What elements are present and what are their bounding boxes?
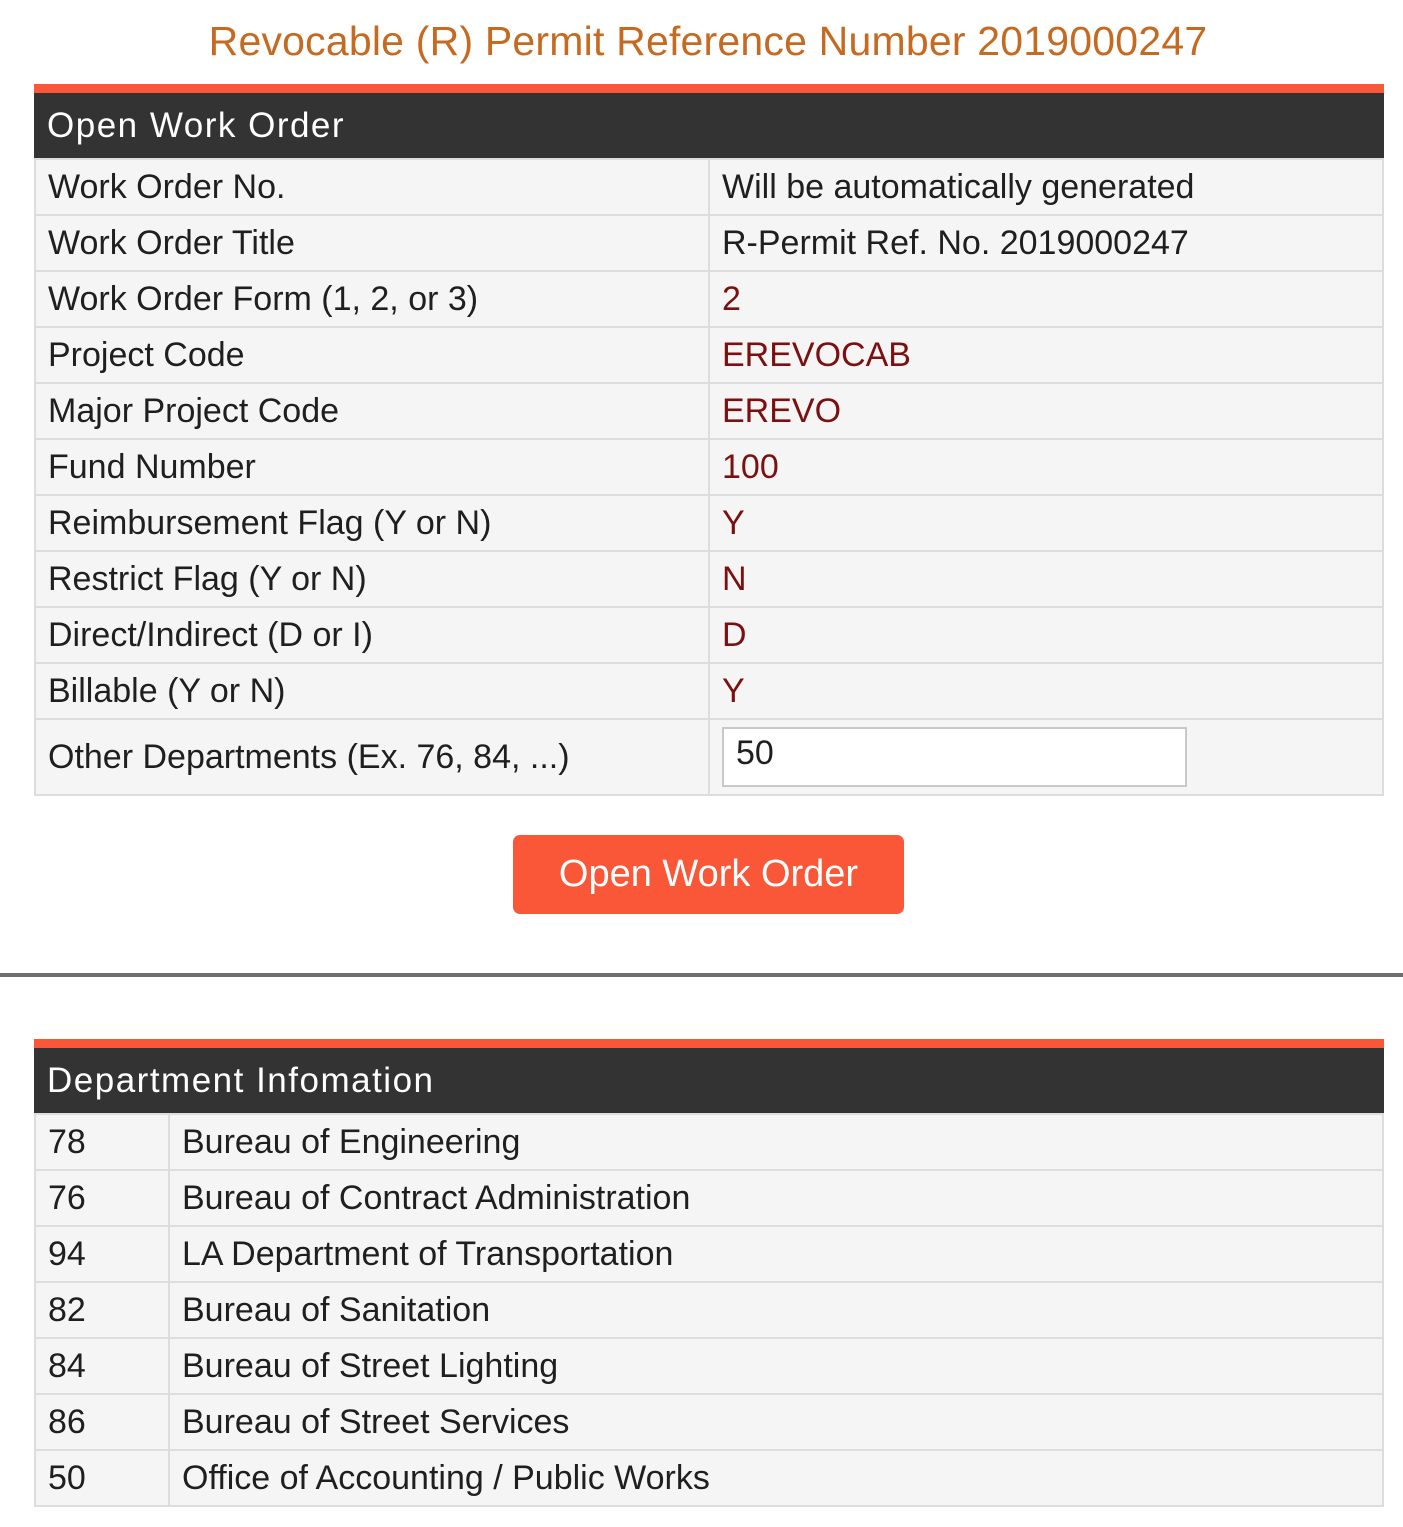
field-label-project-code: Project Code (35, 327, 709, 383)
department-code: 86 (35, 1394, 169, 1450)
field-label-billable: Billable (Y or N) (35, 663, 709, 719)
department-name: Bureau of Street Lighting (169, 1338, 1383, 1394)
department-code: 82 (35, 1282, 169, 1338)
field-value-reimbursement-flag: Y (709, 495, 1383, 551)
department-info-table (34, 1113, 1384, 1507)
field-label-restrict-flag: Restrict Flag (Y or N) (35, 551, 709, 607)
table-row (35, 439, 1383, 495)
department-info-panel (34, 1039, 1384, 1507)
field-cell-other-departments (709, 719, 1383, 795)
table-row (35, 1226, 1383, 1282)
table-row (35, 1338, 1383, 1394)
department-code: 76 (35, 1170, 169, 1226)
field-label-fund-number: Fund Number (35, 439, 709, 495)
department-name: Office of Accounting / Public Works (169, 1450, 1383, 1506)
field-label-other-departments: Other Departments (Ex. 76, 84, ...) (35, 719, 709, 795)
department-code: 84 (35, 1338, 169, 1394)
department-code: 78 (35, 1114, 169, 1170)
table-row (35, 1394, 1383, 1450)
table-row (35, 159, 1383, 215)
field-value-work-order-no: Will be automatically generated (709, 159, 1383, 215)
section-divider (0, 973, 1403, 977)
field-label-reimbursement-flag: Reimbursement Flag (Y or N) (35, 495, 709, 551)
table-row (35, 327, 1383, 383)
field-value-work-order-title: R-Permit Ref. No. 2019000247 (709, 215, 1383, 271)
field-value-project-code: EREVOCAB (709, 327, 1383, 383)
department-code: 94 (35, 1226, 169, 1282)
table-row (35, 1282, 1383, 1338)
other-departments-input[interactable] (722, 727, 1187, 787)
field-value-restrict-flag: N (709, 551, 1383, 607)
field-value-billable: Y (709, 663, 1383, 719)
field-label-work-order-title: Work Order Title (35, 215, 709, 271)
page-title: Revocable (R) Permit Reference Number 2019000247 (208, 18, 1208, 64)
department-name: Bureau of Engineering (169, 1114, 1383, 1170)
field-value-direct-indirect: D (709, 607, 1383, 663)
department-info-header: Department Infomation (34, 1048, 1384, 1113)
work-order-table (34, 158, 1384, 796)
field-label-work-order-no: Work Order No. (35, 159, 709, 215)
table-row (35, 495, 1383, 551)
table-row (35, 607, 1383, 663)
department-name: LA Department of Transportation (169, 1226, 1383, 1282)
department-name: Bureau of Contract Administration (169, 1170, 1383, 1226)
table-row (35, 663, 1383, 719)
department-code: 50 (35, 1450, 169, 1506)
open-work-order-button[interactable]: Open Work Order (513, 835, 904, 914)
table-row (35, 1450, 1383, 1506)
field-value-work-order-form: 2 (709, 271, 1383, 327)
field-label-major-project-code: Major Project Code (35, 383, 709, 439)
table-row (35, 271, 1383, 327)
table-row (35, 551, 1383, 607)
work-order-panel (34, 84, 1384, 796)
table-row (35, 215, 1383, 271)
department-name: Bureau of Street Services (169, 1394, 1383, 1450)
field-value-fund-number: 100 (709, 439, 1383, 495)
work-order-header: Open Work Order (34, 93, 1384, 158)
table-row (35, 383, 1383, 439)
field-label-work-order-form: Work Order Form (1, 2, or 3) (35, 271, 709, 327)
field-value-major-project-code: EREVO (709, 383, 1383, 439)
department-name: Bureau of Sanitation (169, 1282, 1383, 1338)
table-row (35, 719, 1383, 795)
table-row (35, 1170, 1383, 1226)
field-label-direct-indirect: Direct/Indirect (D or I) (35, 607, 709, 663)
table-row (35, 1114, 1383, 1170)
